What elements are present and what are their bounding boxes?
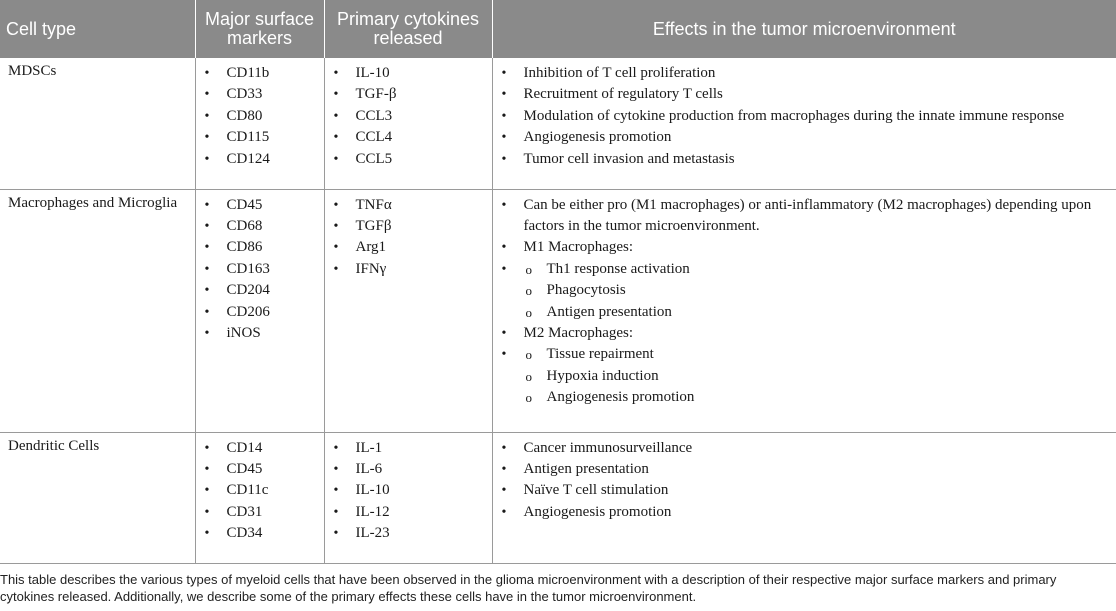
list-item: o • Th1 response activation <box>524 259 1116 280</box>
table-row <box>0 189 1116 432</box>
list-item: • Angiogenesis promotion <box>493 127 1116 148</box>
cytokines-list <box>325 58 492 170</box>
list-item: • Arg1 <box>325 237 492 258</box>
list-item: • TGFβ <box>325 216 492 237</box>
effects-list <box>493 433 1116 524</box>
list-item: • IL-23 <box>325 523 492 544</box>
list-item: o • Tissue repairment <box>524 344 1116 365</box>
m2-sublist-wrap <box>493 344 1116 408</box>
list-item: o Angiogenesis promotion <box>524 387 1116 408</box>
list-item: • IL-12 <box>325 502 492 523</box>
list-item: • iNOS <box>196 323 324 344</box>
list-item: • CD14 <box>196 438 324 459</box>
list-item: • CD33 <box>196 84 324 105</box>
list-item: • Tumor cell invasion and metastasis <box>493 149 1116 170</box>
cell-type-mdscs: MDSCs <box>0 58 195 189</box>
list-item: • CCL3 <box>325 106 492 127</box>
list-item: • CD115 <box>196 127 324 148</box>
list-item: • Cancer immunosurveillance <box>493 438 1116 459</box>
markers-list <box>196 433 324 545</box>
markers-cell <box>195 58 324 189</box>
list-item: • CD80 <box>196 106 324 127</box>
cytokines-cell <box>324 432 492 563</box>
markers-list <box>196 190 324 345</box>
list-item: • CD45 <box>196 459 324 480</box>
list-item: • CD45 <box>196 195 324 216</box>
cell-type-dendritic: Dendritic Cells <box>0 432 195 563</box>
cytokines-list <box>325 433 492 545</box>
list-item: • IL-10 <box>325 480 492 501</box>
list-item: • IL-10 <box>325 63 492 84</box>
cytokines-cell <box>324 189 492 432</box>
list-item: • CD68 <box>196 216 324 237</box>
list-item: • TNFα <box>325 195 492 216</box>
list-item: • Antigen presentation <box>493 459 1116 480</box>
table-row <box>0 432 1116 563</box>
header-surface-markers: Major surface markers <box>195 0 324 58</box>
list-item: • CD163 <box>196 259 324 280</box>
list-item: • Inhibition of T cell proliferation <box>493 63 1116 84</box>
effects-intro: • Can be either pro (M1 macrophages) or anti-inflammatory (M2 macrophages) depending upon factors in the tumor microenvironment. <box>493 195 1116 238</box>
list-item: • CD124 <box>196 149 324 170</box>
header-cytokines: Primary cytokines released <box>324 0 492 58</box>
effects-list <box>493 190 1116 409</box>
list-item: • TGF-β <box>325 84 492 105</box>
table-caption: This table describes the various types of myeloid cells that have been observed in the glioma microenvironment with a description of their respective major surface markers and primary cytokines released. Additionally, we describe some of the primary effects these cells have in the tumor microenvironment. <box>0 572 1057 604</box>
m1-sublist-wrap <box>493 259 1116 323</box>
list-item: o Phagocytosis <box>524 280 1116 301</box>
list-item: o Hypoxia induction <box>524 366 1116 387</box>
m1-sublist <box>524 259 1116 323</box>
list-item: • CD11b <box>196 63 324 84</box>
list-item: • CD11c <box>196 480 324 501</box>
list-item: • Modulation of cytokine production from macrophages during the innate immune response <box>493 106 1116 127</box>
list-item: o Antigen presentation <box>524 302 1116 323</box>
list-item: • IL-1 <box>325 438 492 459</box>
effects-cell <box>492 189 1116 432</box>
list-item: • IFNγ <box>325 259 492 280</box>
m2-sublist <box>524 344 1116 408</box>
markers-cell <box>195 432 324 563</box>
effects-cell <box>492 58 1116 189</box>
effects-list <box>493 58 1116 170</box>
header-cell-type: Cell type <box>0 0 195 58</box>
markers-cell <box>195 189 324 432</box>
list-item: • CCL4 <box>325 127 492 148</box>
list-item: • CCL5 <box>325 149 492 170</box>
list-item: • CD31 <box>196 502 324 523</box>
list-item: • Recruitment of regulatory T cells <box>493 84 1116 105</box>
cell-type-macrophages: Macrophages and Microglia <box>0 189 195 432</box>
header-row <box>0 0 1116 58</box>
m2-label: • M2 Macrophages: <box>493 323 1116 344</box>
markers-list <box>196 58 324 170</box>
list-item: • Angiogenesis promotion <box>493 502 1116 523</box>
list-item: • CD206 <box>196 302 324 323</box>
list-item: • Naïve T cell stimulation <box>493 480 1116 501</box>
list-item: • IL-6 <box>325 459 492 480</box>
header-effects: Effects in the tumor microenvironment <box>492 0 1116 58</box>
list-item: • CD34 <box>196 523 324 544</box>
cytokines-list <box>325 190 492 281</box>
effects-cell <box>492 432 1116 563</box>
cytokines-cell <box>324 58 492 189</box>
list-item: • CD204 <box>196 280 324 301</box>
table-row <box>0 58 1116 189</box>
m1-label: • M1 Macrophages: <box>493 237 1116 258</box>
list-item: • CD86 <box>196 237 324 258</box>
